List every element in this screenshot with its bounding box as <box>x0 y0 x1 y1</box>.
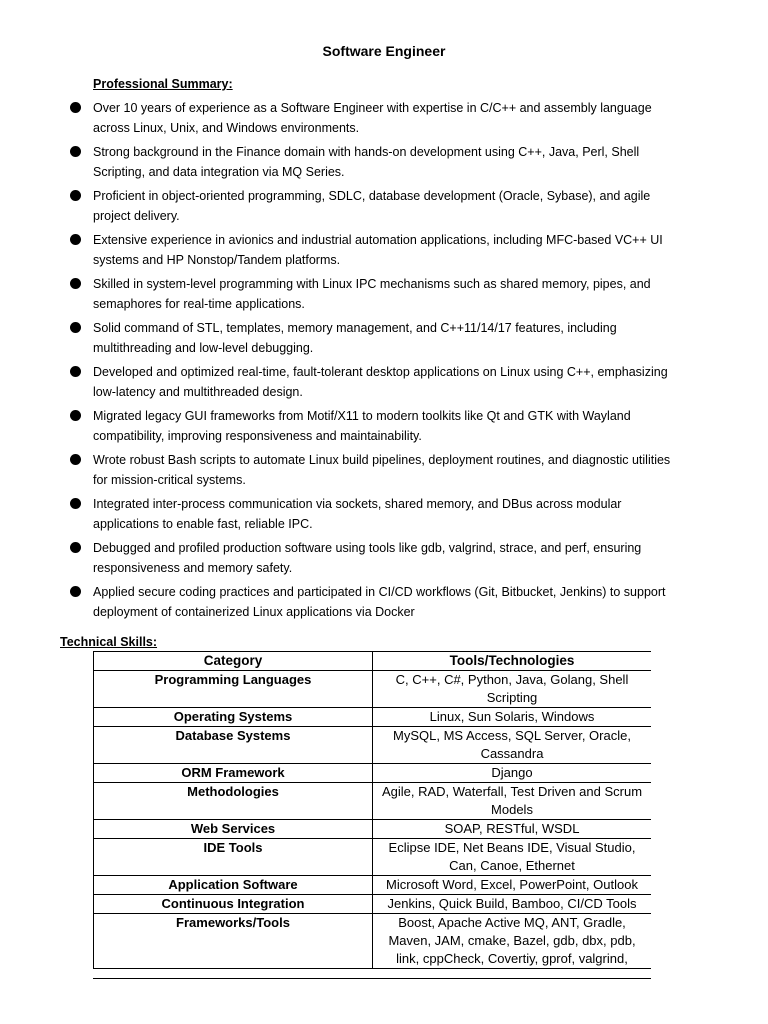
summary-item-text: Applied secure coding practices and participated in CI/CD workflows (Git, Bitbucket, Jenkins) to support deployment of containerized Linux applications via Docker <box>93 585 666 619</box>
table-row <box>94 783 652 820</box>
summary-item-text: Migrated legacy GUI frameworks from Motif/X11 to modern toolkits like Qt and GTK with Wayland compatibility, improving responsiveness and maintainability. <box>93 409 631 443</box>
summary-item <box>0 538 768 582</box>
category-cell: Application Software <box>94 876 373 895</box>
tools-cell: Linux, Sun Solaris, Windows <box>373 708 652 727</box>
summary-item <box>0 362 768 406</box>
professional-summary-heading: Professional Summary: <box>93 77 233 91</box>
tools-cell: Jenkins, Quick Build, Bamboo, CI/CD Tools <box>373 895 652 914</box>
table-row <box>94 914 652 969</box>
bullet-icon <box>70 586 81 597</box>
table-row <box>94 708 652 727</box>
bullet-icon <box>70 542 81 553</box>
summary-item <box>0 186 768 230</box>
summary-item <box>0 406 768 450</box>
summary-item <box>0 98 768 142</box>
bullet-icon <box>70 234 81 245</box>
summary-item <box>0 318 768 362</box>
column-header-category: Category <box>94 652 373 671</box>
skills-table <box>93 651 651 969</box>
table-row <box>94 820 652 839</box>
bullet-icon <box>70 146 81 157</box>
summary-item-text: Wrote robust Bash scripts to automate Linux build pipelines, deployment routines, and diagnostic utilities for mission-critical systems. <box>93 453 671 487</box>
category-cell: Operating Systems <box>94 708 373 727</box>
tools-cell: Agile, RAD, Waterfall, Test Driven and Scrum Models <box>373 783 652 820</box>
category-cell: Web Services <box>94 820 373 839</box>
technical-skills-heading: Technical Skills: <box>60 635 158 649</box>
table-header-row <box>94 652 652 671</box>
summary-item-text: Integrated inter-process communication via sockets, shared memory, and DBus across modular applications to enable fast, reliable IPC. <box>93 497 622 531</box>
summary-item <box>0 450 768 494</box>
column-header-tools: Tools/Technologies <box>373 652 652 671</box>
bullet-icon <box>70 498 81 509</box>
document-title: Software Engineer <box>322 43 446 59</box>
summary-item-text: Proficient in object-oriented programming, SDLC, database development (Oracle, Sybase), and agile project delivery. <box>93 189 651 223</box>
bullet-icon <box>70 366 81 377</box>
summary-item <box>0 582 768 626</box>
table-row <box>94 876 652 895</box>
bullet-icon <box>70 278 81 289</box>
tools-cell: C, C++, C#, Python, Java, Golang, Shell Scripting <box>373 671 652 708</box>
category-cell: Methodologies <box>94 783 373 820</box>
summary-list <box>0 98 768 626</box>
summary-item-text: Solid command of STL, templates, memory management, and C++11/14/17 features, including multithreading and low-level debugging. <box>93 321 617 355</box>
table-row <box>94 895 652 914</box>
category-cell: Frameworks/Tools <box>94 914 373 969</box>
bullet-icon <box>70 410 81 421</box>
table-row <box>94 764 652 783</box>
table-row <box>94 727 652 764</box>
summary-item-text: Debugged and profiled production software using tools like gdb, valgrind, strace, and perf, ensuring responsiveness and memory safety. <box>93 541 642 575</box>
summary-item <box>0 142 768 186</box>
tools-cell: Boost, Apache Active MQ, ANT, Gradle, Maven, JAM, cmake, Bazel, gdb, dbx, pdb, link, cppCheck, Covertiy, gprof, valgrind, <box>373 914 652 969</box>
bullet-icon <box>70 322 81 333</box>
summary-item-text: Extensive experience in avionics and industrial automation applications, including MFC-based VC++ UI systems and HP Nonstop/Tandem platforms. <box>93 233 663 267</box>
category-cell: Programming Languages <box>94 671 373 708</box>
summary-item <box>0 494 768 538</box>
table-row <box>94 839 652 876</box>
summary-item-text: Developed and optimized real-time, fault-tolerant desktop applications on Linux using C++, emphasizing low-latency and multithreaded design. <box>93 365 668 399</box>
bullet-icon <box>70 102 81 113</box>
summary-item-text: Over 10 years of experience as a Software Engineer with expertise in C/C++ and assembly language across Linux, Unix, and Windows environments. <box>93 101 652 135</box>
tools-cell: MySQL, MS Access, SQL Server, Oracle, Cassandra <box>373 727 652 764</box>
bullet-icon <box>70 190 81 201</box>
skills-table-container <box>93 651 651 979</box>
tools-cell: SOAP, RESTful, WSDL <box>373 820 652 839</box>
summary-item <box>0 274 768 318</box>
summary-item-text: Strong background in the Finance domain with hands-on development using C++, Java, Perl, Shell Scripting, and data integration via MQ Series. <box>93 145 640 179</box>
bullet-icon <box>70 454 81 465</box>
tools-cell: Django <box>373 764 652 783</box>
summary-item-text: Skilled in system-level programming with Linux IPC mechanisms such as shared memory, pipes, and semaphores for real-time applications. <box>93 277 651 311</box>
category-cell: ORM Framework <box>94 764 373 783</box>
category-cell: Continuous Integration <box>94 895 373 914</box>
table-row <box>94 671 652 708</box>
tools-cell: Eclipse IDE, Net Beans IDE, Visual Studio, Can, Canoe, Ethernet <box>373 839 652 876</box>
tools-cell: Microsoft Word, Excel, PowerPoint, Outlook <box>373 876 652 895</box>
category-cell: Database Systems <box>94 727 373 764</box>
summary-item <box>0 230 768 274</box>
category-cell: IDE Tools <box>94 839 373 876</box>
